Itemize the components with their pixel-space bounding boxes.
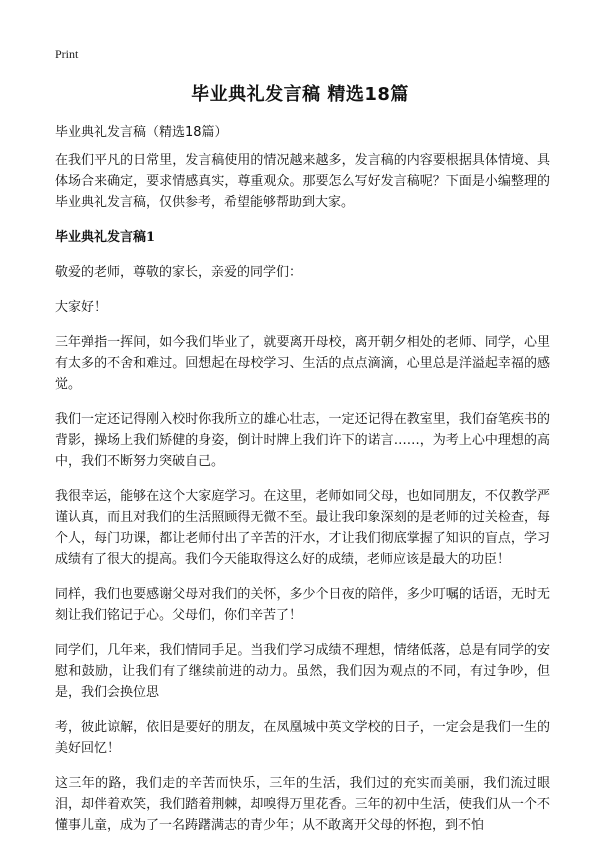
body-paragraph: 我很幸运，能够在这个大家庭学习。在这里，老师如同父母，也如同朋友，不仅教学严谨认真，而且对我们的生活照顾得无微不至。最让我印象深刻的是老师的过关检查，每个人，每门功课，都让老师付出了辛苦的汗水，才让我们彻底掌握了知识的盲点，学习成绩有了很大的提高。我们今天能取得这么好的成绩，老师应该是最大的功臣！ (55, 489, 550, 567)
body-paragraph: 三年弹指一挥间，如今我们毕业了，就要离开母校，离开朝夕相处的老师、同学，心里有太多的不舍和难过。回想起在母校学习、生活的点点滴滴，心里总是洋溢起幸福的感觉。 (55, 335, 550, 392)
body-paragraph: 我们一定还记得刚入校时你我所立的雄心壮志，一定还记得在教室里，我们奋笔疾书的背影，操场上我们矫健的身姿，倒计时牌上我们许下的诺言……，为考上心中理想的高中，我们不断努力突破自己。 (55, 412, 550, 469)
intro-paragraph: 在我们平凡的日常里，发言稿使用的情况越来越多，发言稿的内容要根据具体情境、具体场合来确定，要求情感真实，尊重观众。那要怎么写好发言稿呢？下面是小编整理的毕业典礼发言稿，仅供参考，希望能够帮助到大家。 (55, 153, 550, 210)
page-subtitle: 毕业典礼发言稿（精选18篇） (55, 125, 228, 140)
section-heading: 毕业典礼发言稿1 (55, 230, 156, 245)
greeting: 大家好！ (55, 300, 108, 315)
salutation: 敬爱的老师，尊敬的家长，亲爱的同学们： (55, 265, 303, 280)
page-title: 毕业典礼发言稿 精选18篇 (191, 84, 409, 105)
body-paragraph: 同学们，几年来，我们情同手足。当我们学习成绩不理想，情绪低落，总是有同学的安慰和鼓励，让我们有了继续前进的动力。虽然，我们因为观点的不同，有过争吵，但是，我们会换位思 (55, 643, 550, 700)
body-paragraph: 这三年的路，我们走的辛苦而快乐，三年的生活，我们过的充实而美丽，我们流过眼泪，却伴着欢笑，我们踏着荆棘，却嗅得万里花香。三年的初中生活，使我们从一个不懂事儿童，成为了一名踌躇满志的青少年；从不敢离开父母的怀抱，到不怕 (55, 776, 550, 833)
body-paragraph: 考，彼此谅解，依旧是要好的朋友，在凤凰城中英文学校的日子，一定会是我们一生的美好回忆！ (55, 720, 550, 756)
body-paragraph: 同样，我们也要感谢父母对我们的关怀，多少个日夜的陪伴，多少叮嘱的话语，无时无刻让我们铭记于心。父母们，你们辛苦了！ (55, 587, 550, 623)
print-link[interactable]: Print (55, 47, 79, 61)
article-body (55, 150, 550, 850)
